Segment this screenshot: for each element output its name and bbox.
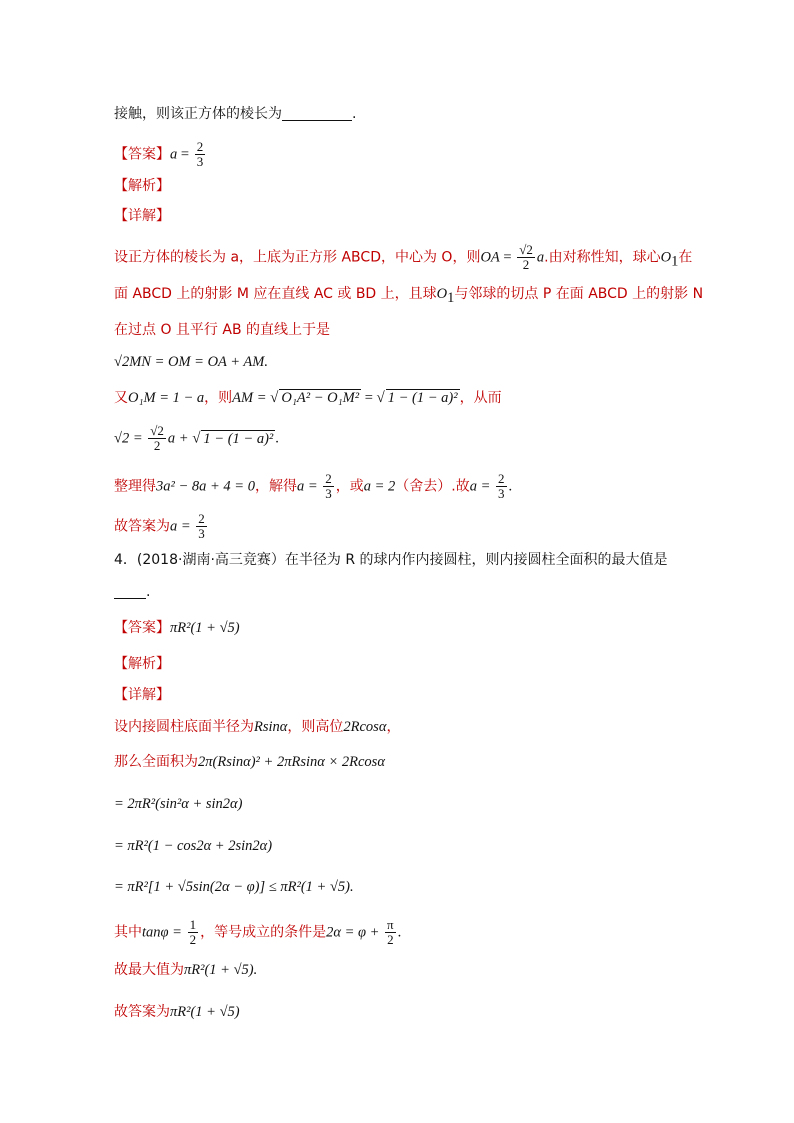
detail-tag-4: 【详解】 (114, 687, 170, 703)
fraction: $\frac{2}{3}$ (196, 139, 204, 169)
detail-line-2: 那么全面积为2π(Rsinα)² + 2πRsinα × 2Rcosα (114, 754, 385, 770)
question-4: 4．(2018·湖南·高三竞赛）在半径为 R 的球内作内接圆柱，则内接圆柱全面积的最大值是 (114, 552, 668, 568)
analysis-tag-3: 【解析】 (114, 178, 170, 194)
answer-blank (282, 120, 352, 121)
answer-blank (114, 598, 146, 599)
intro-line: 接触，则该正方体的棱长为 . (114, 106, 357, 122)
solution-line-6: 故答案为a = $\frac{2}{3}$ (114, 511, 205, 541)
fraction: $\frac{√2}{2}$ (150, 423, 164, 453)
solution-line-3: 在过点 O 且平行 AB 的直线上于是 (114, 322, 331, 338)
detail-tag-3: 【详解】 (114, 208, 170, 224)
solution-line-4: 又O₁M = 1 − a，则AM = √ O₁A² − O₁M² = √ 1 − (1 − a)² ，从而 (114, 390, 502, 406)
answer-tag: 【答案】 (114, 146, 170, 163)
detail-line-6: 其中tanφ = $\frac{1}{2}$ ，等号成立的条件是2α = φ + $\frac{\pi}{2}$ . (114, 917, 402, 947)
equation-2: √2 = $\frac{√2}{2}$ a + √ 1 − (1 − a)² . (114, 423, 279, 453)
detail-line-8: 故答案为πR²(1 + √5) (114, 1004, 240, 1020)
detail-line-3: = 2πR²(sin²α + sin2α) (114, 796, 243, 812)
fraction: $\frac{2}{3}$ (498, 471, 505, 501)
detail-line-1: 设内接圆柱底面半径为Rsinα，则高位2Rcosα， (114, 719, 401, 735)
fraction: $\frac{\pi}{2}$ (387, 917, 394, 947)
solution-line-2: 面 ABCD 上的射影 M 应在直线 AC 或 BD 上，且球$O_1$与邻球的切点 P 在面 ABCD 上的射影 N (114, 286, 704, 306)
fraction: $\frac{2}{3}$ (198, 511, 205, 541)
solution-line-1: 设正方体的棱长为 a，上底为正方形 ABCD，中心为 O，则OA = $\frac{√2}{2}$ a.由对称性知，球心$O_1$在 (114, 242, 693, 272)
detail-line-5: = πR²[1 + √5sin(2α − φ)] ≤ πR²(1 + √5). (114, 879, 354, 895)
detail-line-4: = πR²(1 − cos2α + 2sin2α) (114, 838, 273, 854)
detail-line-7: 故最大值为πR²(1 + √5). (114, 962, 258, 978)
question-4-blank-line: . (114, 582, 150, 602)
answer-tag: 【答案】 (114, 620, 170, 636)
equation-1: √2MN = OM = OA + AM. (114, 354, 268, 370)
fraction: $\frac{2}{3}$ (325, 471, 332, 501)
solution-line-5: 整理得3a² − 8a + 4 = 0，解得a = $\frac{2}{3}$ ，或a = 2（舍去）.故a = $\frac{2}{3}$ . (114, 471, 513, 501)
analysis-tag-4: 【解析】 (114, 656, 170, 672)
fraction: $\frac{1}{2}$ (189, 917, 197, 947)
intro-text: 接触，则该正方体的棱长为 (114, 106, 282, 122)
answer-line-3: 【答案】a = $\frac{2}{3}$ (114, 139, 204, 169)
fraction: $\frac{√2}{2}$ (519, 242, 533, 272)
answer-line-4: 【答案】πR²(1 + √5) (114, 620, 240, 636)
